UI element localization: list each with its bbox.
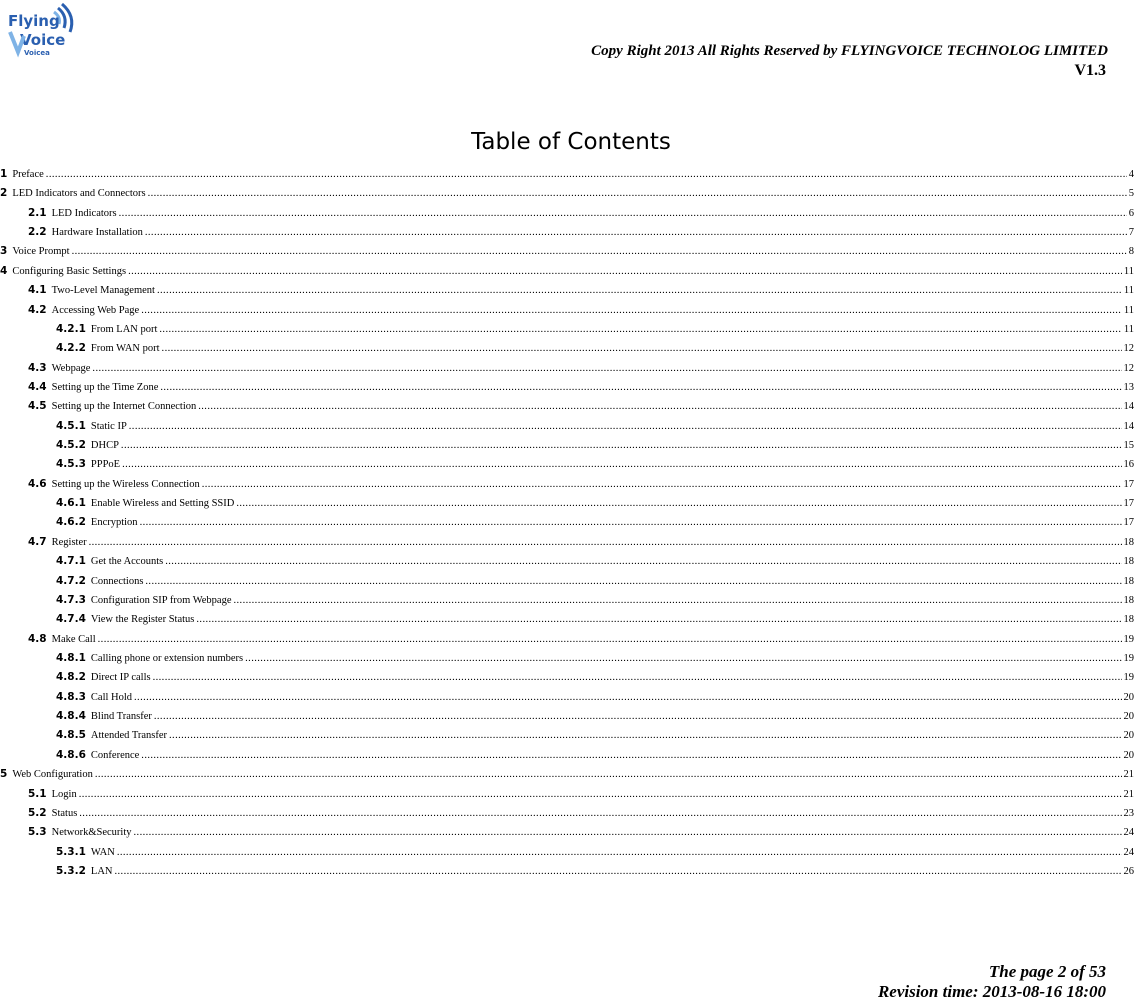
toc-entry-label: WAN	[90, 846, 115, 858]
toc-entry-number: 5.2	[28, 806, 47, 819]
toc-entry-page: 11	[1123, 304, 1134, 316]
toc-entry-number: 4.8.1	[56, 651, 86, 664]
toc-entry[interactable]	[0, 765, 1134, 784]
toc-entry-number: 4.8.6	[56, 748, 86, 761]
toc-dot-leader	[159, 320, 1121, 339]
toc-entry-label: Web Configuration	[12, 769, 93, 781]
toc-entry[interactable]	[0, 707, 1134, 726]
toc-dot-leader	[115, 862, 1122, 881]
toc-entry-label: PPPoE	[90, 459, 121, 471]
toc-entry-number: 4.8.4	[56, 710, 86, 723]
toc-dot-leader	[98, 630, 1122, 649]
toc-entry-label: Encryption	[90, 517, 138, 529]
toc-entry-number: 4.8.5	[56, 729, 86, 742]
toc-entry-label: Get the Accounts	[90, 556, 164, 568]
toc-entry-page: 14	[1123, 401, 1134, 413]
toc-entry[interactable]	[0, 165, 1134, 184]
toc-entry-page: 26	[1123, 865, 1134, 877]
logo-text-line3: Voicea	[24, 49, 50, 57]
toc-entry-number: 4.2.2	[56, 342, 86, 355]
toc-entry-number: 4.6.2	[56, 516, 86, 529]
toc-entry-label: LED Indicators and Connectors	[12, 188, 146, 200]
toc-entry-number: 4.2.1	[56, 322, 86, 335]
toc-entry-label: From LAN port	[90, 323, 158, 335]
toc-entry[interactable]	[0, 823, 1134, 842]
toc-entry-label: Call Hold	[90, 691, 133, 703]
toc-entry-label: View the Register Status	[90, 614, 195, 626]
toc-entry[interactable]	[0, 746, 1134, 765]
toc-entry[interactable]	[0, 242, 1134, 261]
toc-entry-page: 18	[1123, 594, 1134, 606]
toc-entry[interactable]	[0, 513, 1134, 532]
toc-entry-number: 4.2	[28, 303, 47, 316]
toc-entry-page: 24	[1123, 827, 1134, 839]
toc-entry-page: 19	[1123, 652, 1134, 664]
toc-entry-number: 4.4	[28, 380, 47, 393]
toc-dot-leader	[79, 785, 1122, 804]
toc-entry-page: 20	[1123, 749, 1134, 761]
toc-entry-page: 18	[1123, 575, 1134, 587]
toc-entry-number: 4.7.3	[56, 593, 86, 606]
toc-entry-page: 16	[1123, 459, 1134, 471]
toc-entry[interactable]	[0, 359, 1134, 378]
flyingvoice-logo	[6, 2, 78, 62]
toc-entry-label: Setting up the Time Zone	[51, 381, 159, 393]
toc-dot-leader	[46, 165, 1127, 184]
toc-entry-label: DHCP	[90, 440, 119, 452]
revision-time: Revision time: 2013-08-16 18:00	[877, 982, 1106, 1001]
toc-entry-page: 18	[1123, 556, 1134, 568]
toc-entry-page: 23	[1123, 807, 1134, 819]
toc-dot-leader	[148, 184, 1127, 203]
toc-entry[interactable]	[0, 223, 1134, 242]
toc-entry[interactable]	[0, 726, 1134, 745]
toc-entry-page: 13	[1123, 381, 1134, 393]
toc-entry-page: 4	[1128, 169, 1134, 180]
toc-dot-leader	[141, 301, 1122, 320]
toc-entry[interactable]	[0, 668, 1134, 687]
toc-entry-number: 4.7.1	[56, 555, 86, 568]
toc-entry-number: 4.3	[28, 361, 47, 374]
toc-entry-page: 20	[1123, 711, 1134, 723]
logo-text-line1: Flying	[8, 12, 60, 30]
toc-entry-page: 24	[1123, 846, 1134, 858]
toc-entry-label: Conference	[90, 749, 140, 761]
toc-entry-page: 20	[1123, 691, 1134, 703]
toc-entry-page: 11	[1123, 285, 1134, 297]
toc-entry-label: Connections	[90, 575, 144, 587]
toc-entry[interactable]	[0, 785, 1134, 804]
toc-entry-label: Attended Transfer	[90, 730, 168, 742]
toc-entry-label: Network&Security	[51, 827, 132, 839]
toc-entry-number: 5.1	[28, 787, 47, 800]
toc-entry[interactable]	[0, 533, 1134, 552]
toc-entry-label: LAN	[90, 865, 113, 877]
toc-entry-number: 4.1	[28, 284, 47, 297]
toc-entry-label: Calling phone or extension numbers	[90, 652, 244, 664]
toc-dot-leader	[121, 436, 1122, 455]
toc-entry[interactable]	[0, 417, 1134, 436]
toc-dot-leader	[140, 513, 1122, 532]
toc-dot-leader	[141, 746, 1121, 765]
toc-dot-leader	[196, 610, 1121, 629]
toc-entry-page: 18	[1123, 614, 1134, 626]
toc-entry-label: Accessing Web Page	[51, 304, 140, 316]
page-number: The page 2 of 53	[988, 962, 1106, 981]
toc-dot-leader	[95, 765, 1122, 784]
toc-entry[interactable]	[0, 281, 1134, 300]
toc-entry-number: 4.8	[28, 632, 47, 645]
toc-entry-page: 11	[1123, 323, 1134, 335]
toc-entry[interactable]	[0, 591, 1134, 610]
toc-dot-leader	[129, 417, 1122, 436]
toc-entry[interactable]	[0, 301, 1134, 320]
toc-entry-label: Preface	[12, 169, 44, 180]
toc-entry[interactable]	[0, 204, 1134, 223]
toc-entry-page: 5	[1128, 188, 1134, 200]
toc-entry-label: Webpage	[51, 362, 91, 374]
toc-dot-leader	[157, 281, 1122, 300]
toc-dot-leader	[153, 668, 1122, 687]
toc-entry-label: Static IP	[90, 420, 127, 432]
toc-dot-leader	[72, 242, 1127, 261]
toc-entry-page: 20	[1123, 730, 1134, 742]
toc-entry[interactable]	[0, 436, 1134, 455]
toc-entry-number: 4.5.1	[56, 419, 86, 432]
toc-entry-label: Setting up the Wireless Connection	[51, 478, 200, 490]
toc-entry[interactable]	[0, 494, 1134, 513]
toc-entry-page: 19	[1123, 672, 1134, 684]
toc-entry[interactable]	[0, 262, 1134, 281]
toc-dot-leader	[165, 552, 1121, 571]
toc-entry[interactable]	[0, 610, 1134, 629]
toc-entry-number: 4.8.3	[56, 690, 86, 703]
toc-entry-label: Register	[51, 536, 87, 548]
toc-entry-page: 17	[1123, 478, 1134, 490]
toc-entry-number: 4.7	[28, 535, 47, 548]
toc-entry-page: 17	[1123, 517, 1134, 529]
toc-dot-leader	[169, 726, 1121, 745]
toc-entry-label: Enable Wireless and Setting SSID	[90, 498, 235, 510]
toc-entry-page: 6	[1128, 207, 1134, 219]
toc-entry-label: Blind Transfer	[90, 711, 152, 723]
table-of-contents	[0, 165, 1134, 881]
toc-dot-leader	[234, 591, 1122, 610]
toc-dot-leader	[160, 378, 1121, 397]
toc-dot-leader	[134, 688, 1121, 707]
toc-entry-page: 15	[1123, 440, 1134, 452]
toc-entry-number: 5.3.1	[56, 845, 86, 858]
toc-entry-label: Configuring Basic Settings	[12, 265, 127, 277]
toc-entry-page: 18	[1123, 536, 1134, 548]
toc-dot-leader	[89, 533, 1122, 552]
toc-entry-label: Hardware Installation	[51, 227, 143, 239]
toc-entry[interactable]	[0, 630, 1134, 649]
toc-entry-label: LED Indicators	[51, 207, 117, 219]
toc-entry-label: Direct IP calls	[90, 672, 151, 684]
toc-entry[interactable]	[0, 339, 1134, 358]
toc-entry[interactable]	[0, 552, 1134, 571]
toc-entry-label: From WAN port	[90, 343, 160, 355]
toc-entry[interactable]	[0, 475, 1134, 494]
toc-dot-leader	[202, 475, 1122, 494]
toc-entry-page: 17	[1123, 498, 1134, 510]
toc-entry-page: 8	[1128, 246, 1134, 258]
document-version: V1.3	[1074, 62, 1106, 79]
toc-dot-leader	[236, 494, 1121, 513]
toc-entry-label: Make Call	[51, 633, 96, 645]
copyright-notice: Copy Right 2013 All Rights Reserved by FLYINGVOICE TECHNOLOG LIMITED	[591, 43, 1108, 59]
toc-dot-leader	[162, 339, 1122, 358]
toc-dot-leader	[117, 843, 1122, 862]
toc-entry[interactable]	[0, 862, 1134, 881]
toc-entry[interactable]	[0, 804, 1134, 823]
toc-entry-label: Two-Level Management	[51, 285, 155, 297]
toc-dot-leader	[145, 223, 1127, 242]
toc-dot-leader	[79, 804, 1121, 823]
toc-entry[interactable]	[0, 455, 1134, 474]
toc-entry-label: Voice Prompt	[12, 246, 70, 258]
logo-text-line2: Voice	[20, 31, 66, 49]
toc-dot-leader	[198, 397, 1121, 416]
toc-entry[interactable]	[0, 320, 1134, 339]
toc-entry-page: 12	[1123, 343, 1134, 355]
toc-entry[interactable]	[0, 572, 1134, 591]
toc-entry-label: Login	[51, 788, 77, 800]
toc-entry-page: 21	[1123, 788, 1134, 800]
toc-entry-label: Status	[51, 807, 78, 819]
toc-entry-number: 5.3	[28, 826, 47, 839]
toc-entry[interactable]	[0, 397, 1134, 416]
toc-entry-page: 12	[1123, 362, 1134, 374]
toc-entry-label: Configuration SIP from Webpage	[90, 594, 232, 606]
toc-dot-leader	[154, 707, 1122, 726]
toc-entry-number: 2.1	[28, 206, 47, 219]
toc-entry[interactable]	[0, 378, 1134, 397]
toc-entry-number: 5	[0, 768, 8, 781]
toc-entry-number: 4.6	[28, 477, 47, 490]
toc-dot-leader	[128, 262, 1122, 281]
toc-entry-page: 14	[1123, 420, 1134, 432]
toc-entry-number: 2	[0, 187, 8, 200]
toc-entry-number: 4	[0, 264, 8, 277]
toc-entry-number: 4.7.4	[56, 613, 86, 626]
toc-entry-number: 4.5	[28, 400, 47, 413]
toc-entry[interactable]	[0, 688, 1134, 707]
toc-entry[interactable]	[0, 184, 1134, 203]
toc-entry-number: 2.2	[28, 226, 47, 239]
toc-entry-number: 4.5.3	[56, 458, 86, 471]
toc-entry-number: 4.5.2	[56, 439, 86, 452]
toc-entry-number: 3	[0, 245, 8, 258]
toc-entry-page: 11	[1123, 265, 1134, 277]
toc-entry-page: 7	[1128, 227, 1134, 239]
toc-entry-number: 4.8.2	[56, 671, 86, 684]
toc-entry-number: 4.6.1	[56, 497, 86, 510]
toc-entry[interactable]	[0, 843, 1134, 862]
toc-dot-leader	[119, 204, 1127, 223]
toc-dot-leader	[134, 823, 1122, 842]
toc-dot-leader	[145, 572, 1121, 591]
toc-entry-page: 21	[1123, 769, 1134, 781]
toc-dot-leader	[245, 649, 1121, 668]
toc-entry-number: 5.3.2	[56, 864, 86, 877]
toc-entry-label: Setting up the Internet Connection	[51, 401, 197, 413]
toc-dot-leader	[92, 359, 1121, 378]
logo-graphic	[6, 2, 78, 62]
toc-entry-number: 1	[0, 168, 8, 180]
toc-title: Table of Contents	[471, 129, 671, 155]
toc-dot-leader	[122, 455, 1121, 474]
toc-entry-number: 4.7.2	[56, 574, 86, 587]
toc-entry-page: 19	[1123, 633, 1134, 645]
toc-entry[interactable]	[0, 649, 1134, 668]
